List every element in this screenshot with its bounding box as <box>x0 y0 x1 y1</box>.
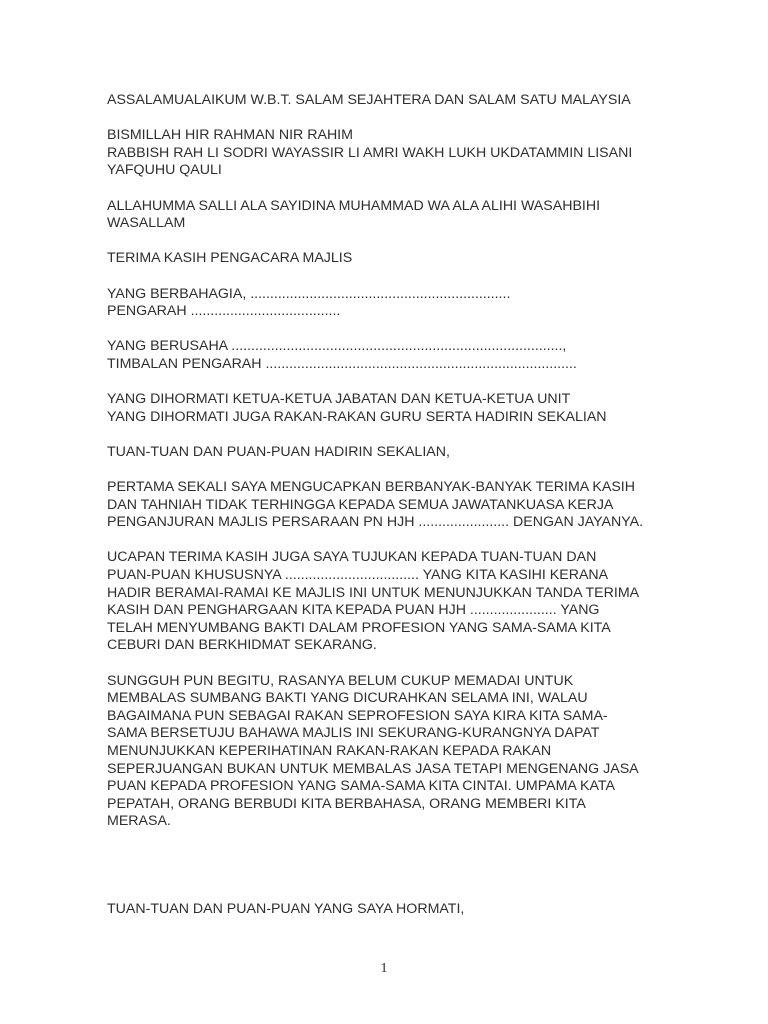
text-line: PENGANJURAN MAJLIS PERSARAAN PN HJH ....................... DENGAN JAYANYA. <box>107 514 644 531</box>
text-line: MERASA. <box>107 813 171 830</box>
text-line: YANG BERBAHAGIA, .................................................................. <box>107 285 511 302</box>
text-line: TUAN-TUAN DAN PUAN-PUAN HADIRIN SEKALIAN, <box>107 443 450 460</box>
thanks-attendees-paragraph <box>107 549 687 655</box>
text-line: TUAN-TUAN DAN PUAN-PUAN YANG SAYA HORMATI, <box>107 901 465 918</box>
text-line: CEBURI DAN BERKHIDMAT SEKARANG. <box>107 637 377 654</box>
closing-salutation <box>107 901 687 919</box>
salutation-deputy-paragraph <box>107 338 687 373</box>
document-body <box>107 92 687 937</box>
text-line: WASALLAM <box>107 215 186 232</box>
text-line: PERTAMA SEKALI SAYA MENGUCAPKAN BERBANYAK-BANYAK TERIMA KASIH <box>107 479 635 496</box>
salutation-director-paragraph <box>107 286 687 321</box>
greeting-paragraph <box>107 92 687 110</box>
text-line: YANG DIHORMATI JUGA RAKAN-RAKAN GURU SERTA HADIRIN SEKALIAN <box>107 408 607 425</box>
text-line: BAGAIMANA PUN SEBAGAI RAKAN SEPROFESION SAYA KIRA KITA SAMA- <box>107 707 608 724</box>
text-line: TELAH MENYUMBANG BAKTI DALAM PROFESION YANG SAMA-SAMA KITA <box>107 619 611 636</box>
text-line: MEMBALAS SUMBANG BAKTI YANG DICURAHKAN SELAMA INI, WALAU <box>107 690 588 707</box>
text-line: PEPATAH, ORANG BERBUDI KITA BERBAHASA, ORANG MEMBERI KITA <box>107 795 586 812</box>
text-line: DAN TAHNIAH TIDAK TERHINGGA KEPADA SEMUA JAWATANKUASA KERJA <box>107 496 614 513</box>
text-line: ALLAHUMMA SALLI ALA SAYIDINA MUHAMMAD WA ALA ALIHI WASAHBIHI <box>107 197 601 214</box>
thanks-committee-paragraph <box>107 479 687 532</box>
text-line: PENGARAH ...................................... <box>107 303 341 320</box>
thanks-emcee-paragraph <box>107 250 687 268</box>
text-line: SEPERJUANGAN BUKAN UNTUK MEMBALAS JASA TETAPI MENGENANG JASA <box>107 760 639 777</box>
appreciation-paragraph <box>107 673 687 831</box>
page-number: 1 <box>380 961 388 976</box>
text-line: SUNGGUH PUN BEGITU, RASANYA BELUM CUKUP MEMADAI UNTUK <box>107 672 574 689</box>
text-line: MENUNJUKKAN KEPERIHATINAN RAKAN-RAKAN KEPADA RAKAN <box>107 742 552 759</box>
text-line: PUAN KEPADA PROFESION YANG SAMA-SAMA KITA CINTAI. UMPAMA KATA <box>107 778 615 795</box>
opening-prayer-paragraph <box>107 127 687 180</box>
text-line: KASIH DAN PENGHARGAAN KITA KEPADA PUAN HJH ...................... YANG <box>107 602 600 619</box>
salutation-heads-paragraph <box>107 391 687 426</box>
text-line: PUAN-PUAN KHUSUSNYA .................................. YANG KITA KASIHI KERANA <box>107 567 609 584</box>
text-line: YANG DIHORMATI KETUA-KETUA JABATAN DAN KETUA-KETUA UNIT <box>107 391 571 408</box>
text-line: RABBISH RAH LI SODRI WAYASSIR LI AMRI WAKH LUKH UKDATAMMIN LISANI <box>107 144 633 161</box>
salawat-paragraph <box>107 198 687 233</box>
text-line: UCAPAN TERIMA KASIH JUGA SAYA TUJUKAN KEPADA TUAN-TUAN DAN <box>107 549 597 566</box>
text-line: BISMILLAH HIR RAHMAN NIR RAHIM <box>107 127 353 144</box>
text-line: TIMBALAN PENGARAH ............................................................................... <box>107 355 577 372</box>
text-line: SAMA BERSETUJU BAHAWA MAJLIS INI SEKURANG-KURANGNYA DAPAT <box>107 725 600 742</box>
text-line: YANG BERUSAHA ...................................................................................., <box>107 338 567 355</box>
salutation-audience-paragraph <box>107 444 687 462</box>
text-line: HADIR BERAMAI-RAMAI KE MAJLIS INI UNTUK MENUNJUKKAN TANDA TERIMA <box>107 584 640 601</box>
text-line: TERIMA KASIH PENGACARA MAJLIS <box>107 250 353 267</box>
text-line: YAFQUHU QAULI <box>107 162 222 179</box>
blank-space <box>107 849 687 902</box>
text-line: ASSALAMUALAIKUM W.B.T. SALAM SEJAHTERA DAN SALAM SATU MALAYSIA <box>107 92 631 108</box>
